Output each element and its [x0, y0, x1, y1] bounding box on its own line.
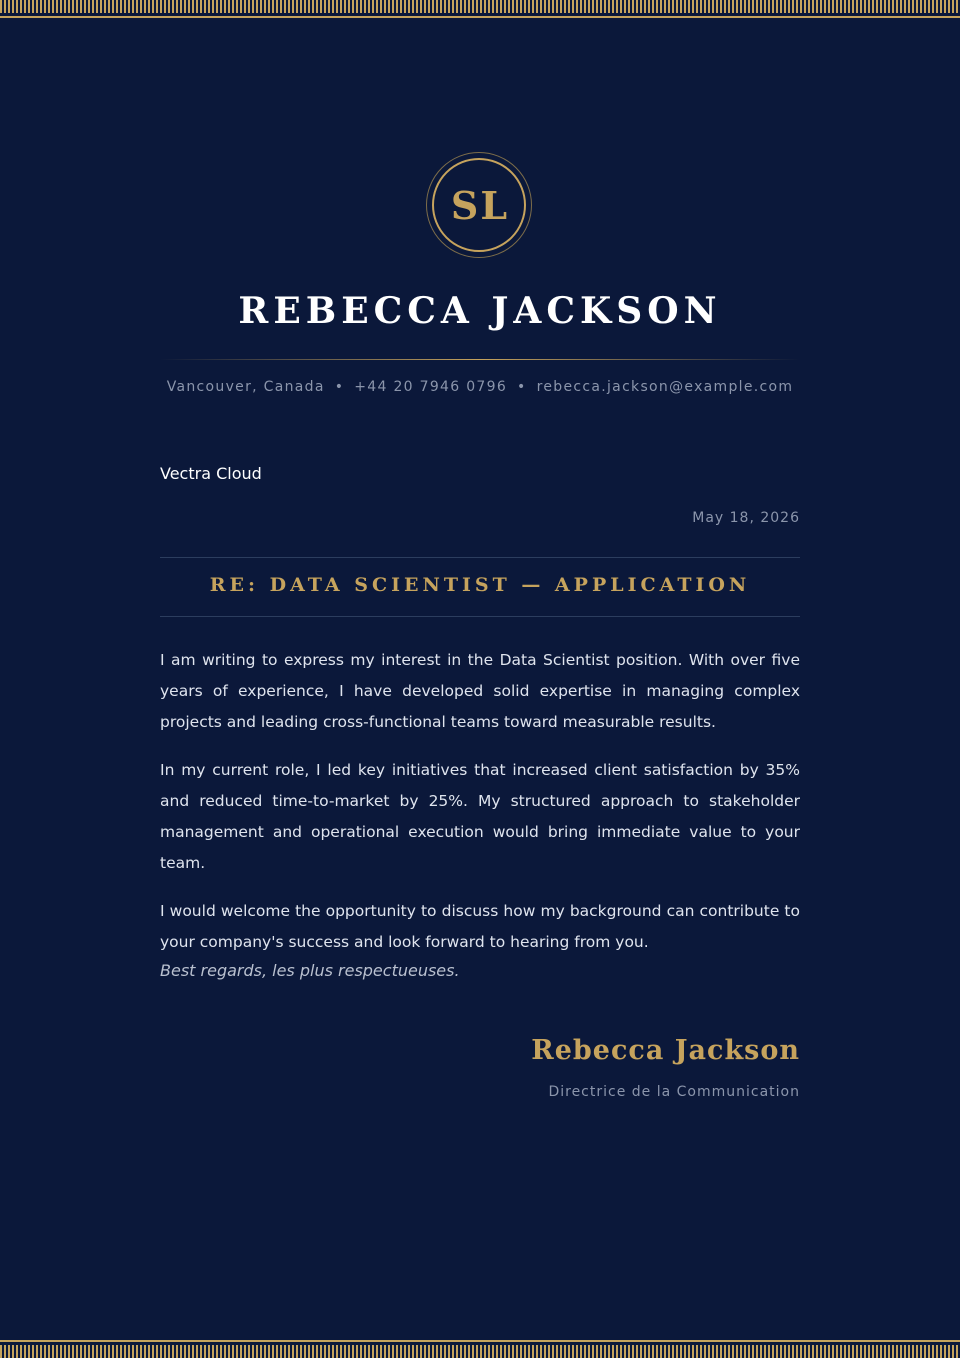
contact-location: Vancouver, Canada	[166, 379, 325, 395]
bottom-decorative-border	[0, 1336, 960, 1358]
closing-salutation: Best regards, les plus respectueuses.	[160, 961, 460, 980]
bottom-border-rule	[0, 1340, 960, 1342]
contact-separator: •	[334, 379, 345, 395]
monogram-inner-ring	[432, 158, 526, 252]
subject-line: RE: DATA SCIENTIST — APPLICATION	[209, 574, 751, 596]
top-border-rule	[0, 16, 960, 18]
signature-name: Rebecca Jackson	[531, 1035, 800, 1066]
subject-top-rule	[160, 557, 800, 558]
signature-title: Directrice de la Communication	[548, 1084, 800, 1100]
body-paragraph: I would welcome the opportunity to discuss how my background can contribute to your company's success and look forward to hearing from you.	[160, 902, 800, 951]
contact-email: rebecca.jackson@example.com	[536, 379, 794, 395]
body-paragraph: In my current role, I led key initiatives that increased client satisfaction by 35% and reduced time-to-market by 25%. My structured approach to stakeholder management and operational execution would bring immediate value to your team.	[160, 761, 800, 872]
applicant-name: REBECCA JACKSON	[238, 290, 722, 332]
header-divider	[160, 359, 800, 360]
contact-phone: +44 20 7946 0796	[354, 379, 508, 395]
top-border-stripes	[0, 0, 960, 13]
subject-bottom-rule	[160, 616, 800, 617]
monogram-initials: SL	[450, 182, 510, 228]
top-decorative-border	[0, 0, 960, 22]
bottom-border-stripes	[0, 1345, 960, 1358]
contact-separator: •	[517, 379, 527, 395]
body-paragraph: I am writing to express my interest in the Data Scientist position. With over five years of experience, I have developed solid expertise in managing complex projects and leading cross-functional teams toward measurable results.	[160, 651, 800, 731]
contact-line	[0, 379, 960, 395]
letter-date: May 18, 2026	[692, 510, 800, 526]
monogram-emblem	[426, 152, 532, 258]
letter-body	[160, 645, 800, 975]
recipient-company: Vectra Cloud	[160, 464, 262, 483]
